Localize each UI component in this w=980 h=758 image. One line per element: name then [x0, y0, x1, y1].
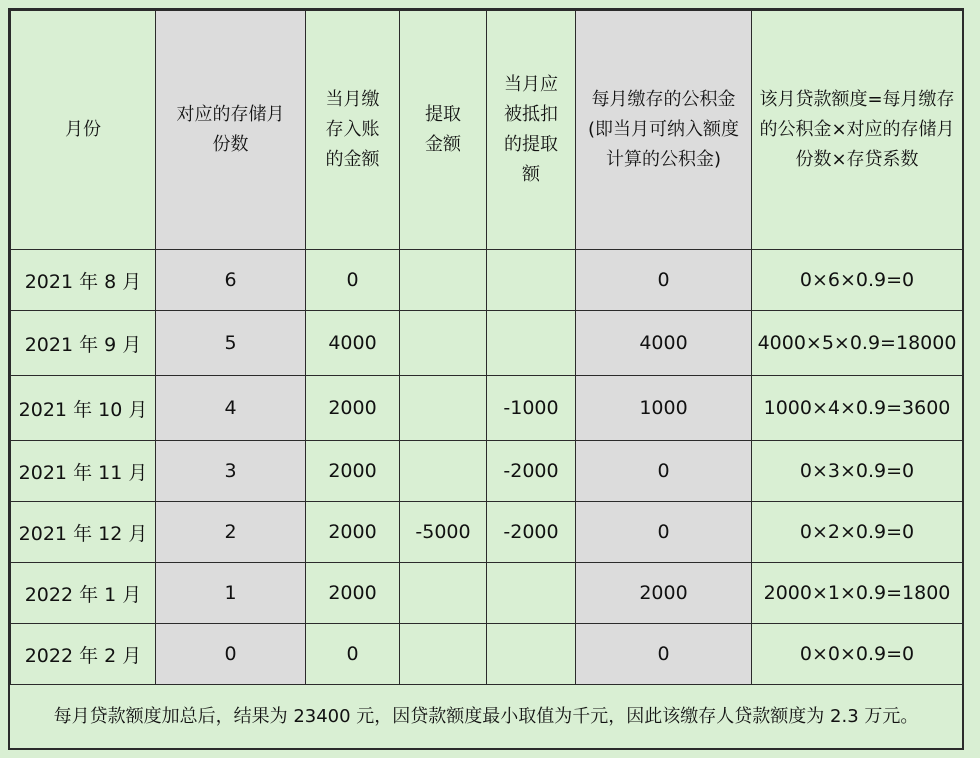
quota-formula-cell: 0×2×0.9=0	[752, 502, 963, 563]
header-withdraw: 提取金额	[400, 11, 487, 250]
deposit-cell: 2000	[306, 376, 400, 441]
table-row	[11, 502, 963, 563]
table-header-row	[11, 11, 963, 250]
deposit-cell: 2000	[306, 563, 400, 624]
quota-formula-cell: 4000×5×0.9=18000	[752, 311, 963, 376]
table-row	[11, 624, 963, 685]
effective-fund-cell: 0	[576, 441, 752, 502]
quota-formula-cell: 0×0×0.9=0	[752, 624, 963, 685]
month-cell: 2021 年 11 月	[11, 441, 156, 502]
deposit-cell: 0	[306, 624, 400, 685]
table-row	[11, 376, 963, 441]
table-row	[11, 441, 963, 502]
table-body	[11, 250, 963, 685]
loan-quota-table-card	[8, 8, 964, 750]
table-row	[11, 311, 963, 376]
withdraw-cell	[400, 311, 487, 376]
deposit-cell: 4000	[306, 311, 400, 376]
deduct-cell	[487, 624, 576, 685]
storage-months-cell: 4	[156, 376, 306, 441]
withdraw-cell: -5000	[400, 502, 487, 563]
storage-months-cell: 6	[156, 250, 306, 311]
month-cell: 2021 年 9 月	[11, 311, 156, 376]
deduct-cell	[487, 250, 576, 311]
withdraw-cell	[400, 250, 487, 311]
header-quota-formula: 该月贷款额度=每月缴存的公积金×对应的存储月份数×存贷系数	[752, 11, 963, 250]
deduct-cell	[487, 311, 576, 376]
storage-months-cell: 2	[156, 502, 306, 563]
month-cell: 2021 年 10 月	[11, 376, 156, 441]
effective-fund-cell: 2000	[576, 563, 752, 624]
deduct-cell: -2000	[487, 502, 576, 563]
month-cell: 2022 年 2 月	[11, 624, 156, 685]
effective-fund-cell: 0	[576, 502, 752, 563]
deposit-cell: 2000	[306, 502, 400, 563]
header-storage-months: 对应的存储月份数	[156, 11, 306, 250]
effective-fund-cell: 0	[576, 624, 752, 685]
deduct-cell: -1000	[487, 376, 576, 441]
storage-months-cell: 1	[156, 563, 306, 624]
header-deduct: 当月应被抵扣的提取额	[487, 11, 576, 250]
effective-fund-cell: 0	[576, 250, 752, 311]
deduct-cell	[487, 563, 576, 624]
effective-fund-cell: 4000	[576, 311, 752, 376]
quota-formula-cell: 2000×1×0.9=1800	[752, 563, 963, 624]
loan-quota-table	[10, 10, 963, 685]
storage-months-cell: 0	[156, 624, 306, 685]
withdraw-cell	[400, 376, 487, 441]
month-cell: 2022 年 1 月	[11, 563, 156, 624]
storage-months-cell: 5	[156, 311, 306, 376]
withdraw-cell	[400, 441, 487, 502]
withdraw-cell	[400, 563, 487, 624]
header-effective-fund: 每月缴存的公积金 (即当月可纳入额度计算的公积金)	[576, 11, 752, 250]
quota-formula-cell: 0×6×0.9=0	[752, 250, 963, 311]
deposit-cell: 0	[306, 250, 400, 311]
deposit-cell: 2000	[306, 441, 400, 502]
quota-formula-cell: 0×3×0.9=0	[752, 441, 963, 502]
quota-formula-cell: 1000×4×0.9=3600	[752, 376, 963, 441]
storage-months-cell: 3	[156, 441, 306, 502]
month-cell: 2021 年 8 月	[11, 250, 156, 311]
header-deposit: 当月缴存入账的金额	[306, 11, 400, 250]
table-row	[11, 250, 963, 311]
summary-note: 每月贷款额度加总后，结果为 23400 元，因贷款额度最小取值为千元，因此该缴存人贷款额度为 2.3 万元。	[53, 706, 919, 727]
table-row	[11, 563, 963, 624]
effective-fund-cell: 1000	[576, 376, 752, 441]
withdraw-cell	[400, 624, 487, 685]
month-cell: 2021 年 12 月	[11, 502, 156, 563]
deduct-cell: -2000	[487, 441, 576, 502]
header-month: 月份	[11, 11, 156, 250]
